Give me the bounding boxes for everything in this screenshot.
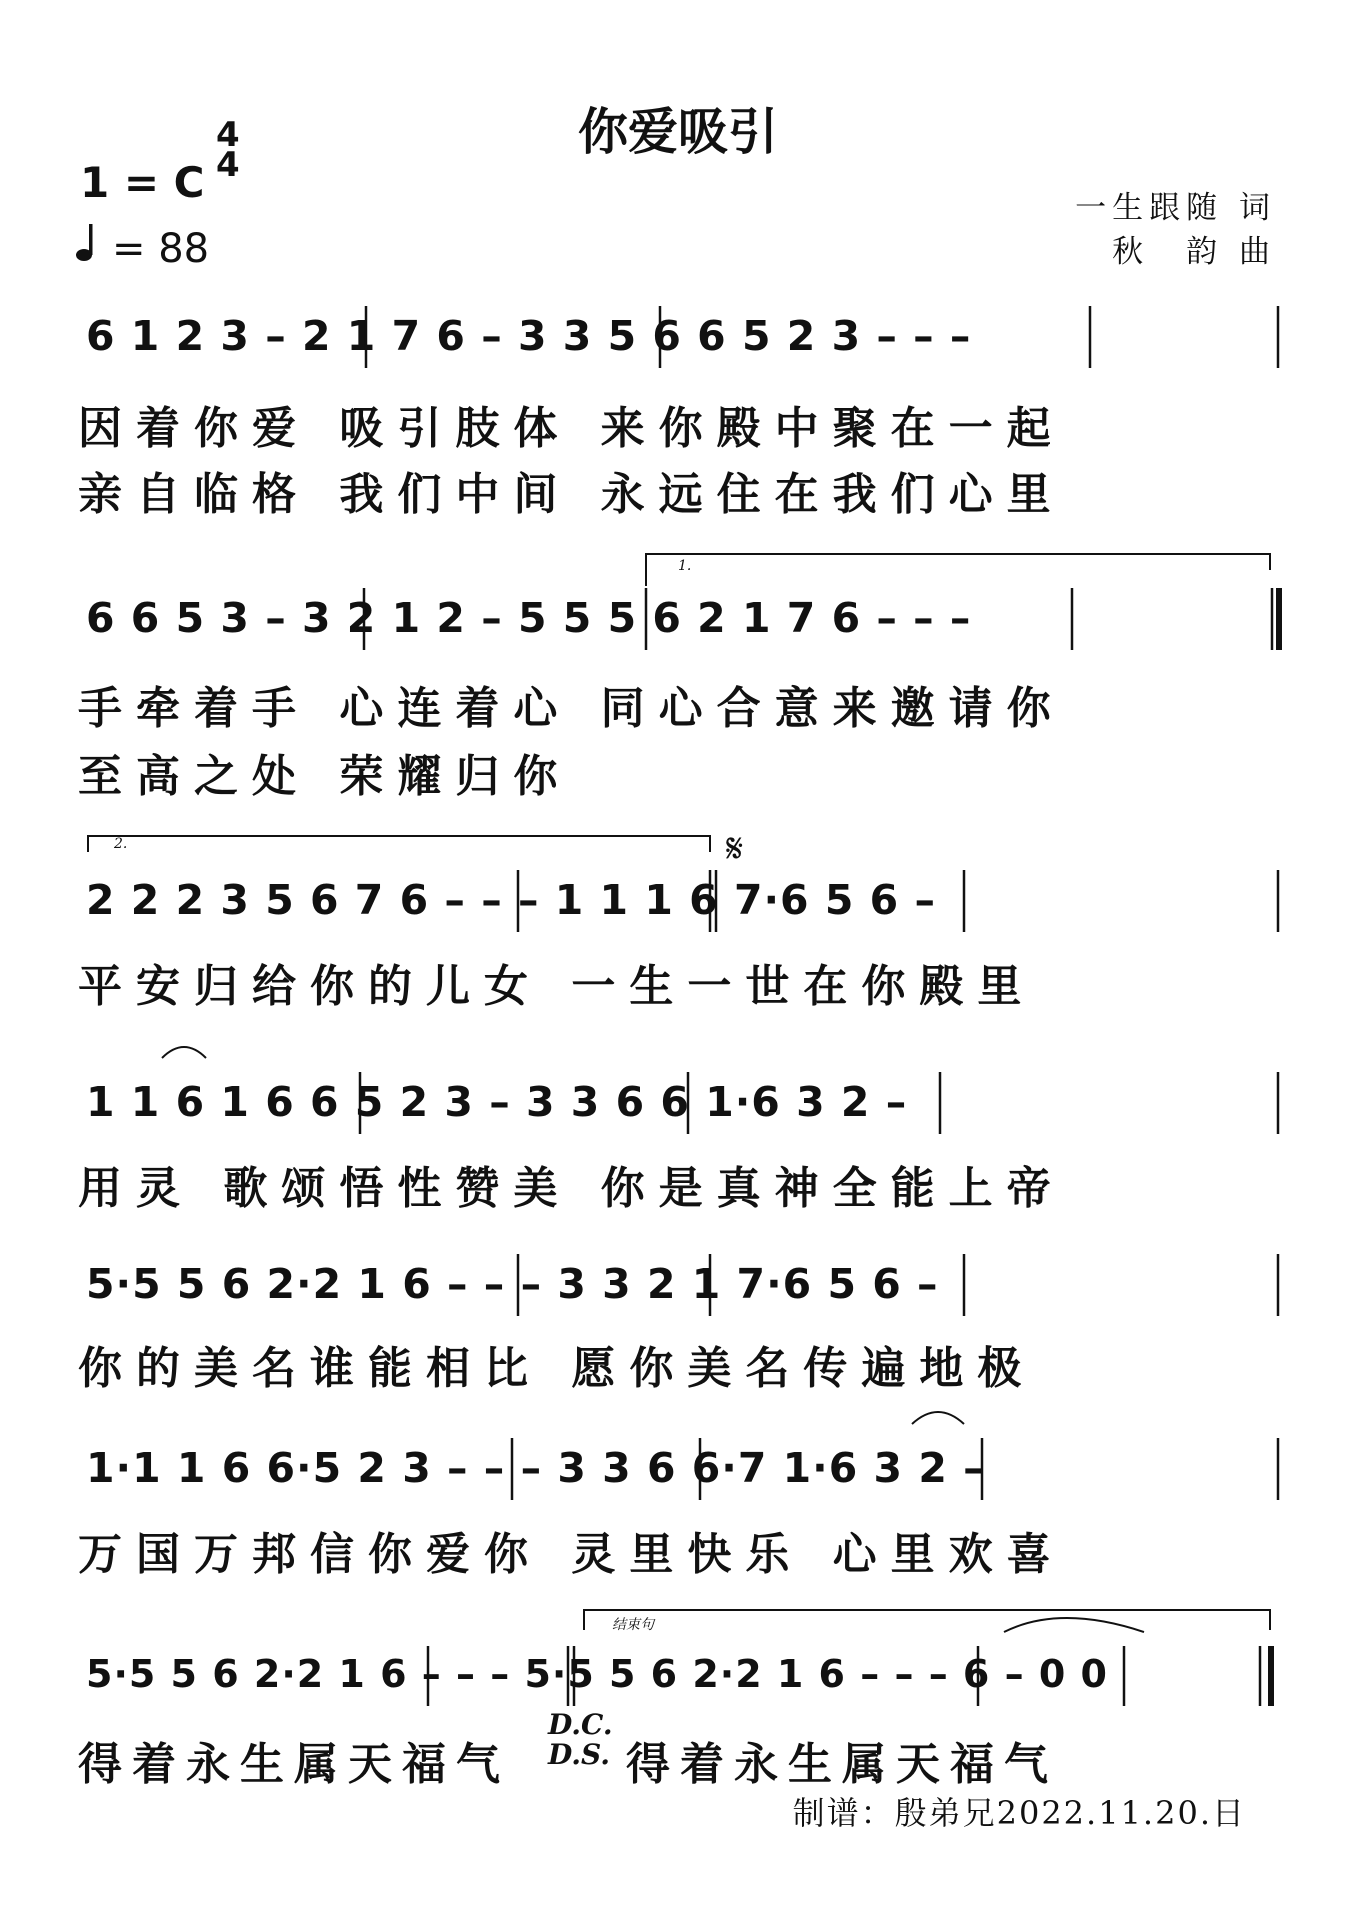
notes-row-1: 6 1 2 3 – 2 1 7 6 – 3 3 5 6 6 5 2 3 – – – [86, 312, 972, 360]
notes-row-3: 2 2 2 3 5 6 7 6 – – – 1 1 1 6 7·6 5 6 – [86, 876, 936, 924]
composer-credit: 秋 韵 曲 [1112, 234, 1276, 270]
final-repeat-bar [1276, 588, 1282, 650]
notes-row-7: 5·5 5 6 2·2 1 6 – – – 5·5 5 6 2·2 1 6 – – – 6 – 0 0 [86, 1652, 1108, 1696]
lyric-7-b: 得着永生属天福气 [626, 1739, 1058, 1790]
volta-2-bracket [88, 836, 710, 852]
slur-row-6 [912, 1412, 964, 1424]
lyric-7-a: 得着永生属天福气 [78, 1739, 510, 1790]
volta-1-bracket [646, 554, 1270, 586]
time-signature-top: 4 [216, 115, 240, 155]
volta-1-label: 1. [678, 558, 692, 574]
lyricist-credit: 一生跟随 词 [1075, 190, 1276, 226]
slur-row-4 [162, 1047, 206, 1058]
lyric-1-verse-1: 因着你爱 吸引肢体 来你殿中聚在一起 [78, 403, 1065, 454]
dc-mark: D.C. [548, 1708, 613, 1741]
ds-mark: D.S. [548, 1738, 611, 1771]
lyric-1-verse-2: 亲自临格 我们中间 永远住在我们心里 [78, 469, 1065, 520]
lyric-2-verse-2: 至高之处 荣耀归你 [78, 751, 572, 802]
barlines-row-3 [518, 870, 1278, 932]
notes-row-4: 1 1 6 1 6 6 5 2 3 – 3 3 6 6 1·6 3 2 – [86, 1078, 908, 1126]
lyric-2-verse-1: 手牵着手 心连着心 同心合意来邀请你 [78, 683, 1065, 734]
barlines-row-6 [512, 1438, 1278, 1500]
lyric-5: 你的美名谁能相比 愿你美名传遍地极 [78, 1343, 1036, 1394]
notes-row-5: 5·5 5 6 2·2 1 6 – – – 3 3 2 1 7·6 5 6 – [86, 1260, 939, 1308]
time-signature-bottom: 4 [216, 145, 240, 185]
barlines-row-7 [428, 1646, 1124, 1706]
segno-sign: 𝄋 [726, 826, 744, 872]
end-bar [1268, 1646, 1274, 1706]
song-title: 你爱吸引 [578, 103, 778, 161]
ending-bracket [584, 1610, 1270, 1630]
notes-row-2: 6 6 5 3 – 3 2 1 2 – 5 5 5 6 2 1 7 6 – – – [86, 594, 972, 642]
lyric-6: 万国万邦信你爱你 灵里快乐 心里欢喜 [78, 1529, 1065, 1580]
tie-row-7 [1004, 1618, 1144, 1632]
volta-2-label: 2. [114, 836, 128, 852]
barlines-row-2 [364, 588, 1272, 650]
barlines-row-5 [518, 1254, 1278, 1316]
lyric-4: 用灵 歌颂悟性赞美 你是真神全能上帝 [78, 1163, 1065, 1214]
barlines-row-1 [366, 306, 1278, 368]
notes-row-6: 1·1 1 6 6·5 2 3 – – – 3 3 6 6·7 1·6 3 2 – [86, 1444, 985, 1492]
key-signature: 1 = C [80, 158, 205, 207]
lyric-3: 平安归给你的儿女 一生一世在你殿里 [78, 961, 1036, 1012]
ending-label: 结束句 [612, 1617, 654, 1633]
tempo-marking: = 88 [112, 226, 210, 272]
footer-credit: 制谱：殷弟兄2022.11.20.日 [792, 1794, 1246, 1832]
barlines-row-4 [360, 1072, 1278, 1134]
